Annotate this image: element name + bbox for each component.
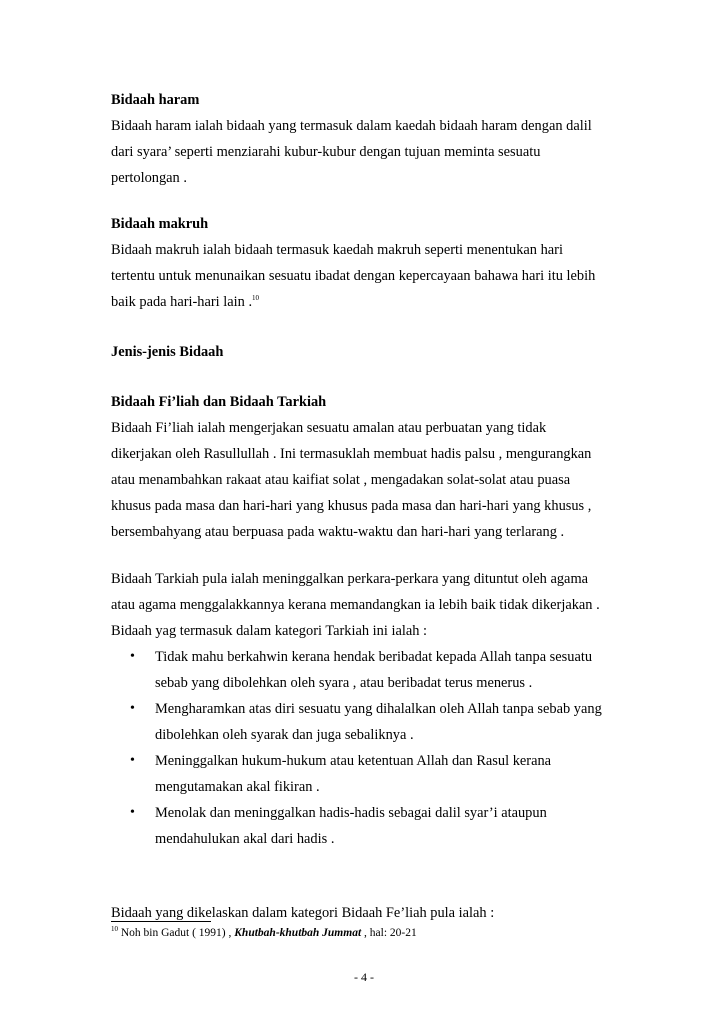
heading-bidaah-makruh: Bidaah makruh xyxy=(111,216,209,232)
heading-bidaah-filiah-tarkiah: Bidaah Fi’liah dan Bidaah Tarkiah xyxy=(111,394,327,410)
footnote-number: 10 xyxy=(111,925,118,934)
footnote-title: Khutbah-khutbah Jummat xyxy=(234,927,362,939)
tarkiah-bullet-list xyxy=(111,644,631,852)
bullet-icon: • xyxy=(130,805,135,820)
paragraph-line: dari syara’ seperti menziarahi kubur-kubur dengan tujuan meminta sesuatu xyxy=(111,144,541,160)
section-bidaah-makruh xyxy=(111,211,631,315)
list-item-line: Meninggalkan hukum-hukum atau ketentuan Allah dan Rasul kerana xyxy=(155,753,552,769)
paragraph-line: atau agama menggalakkannya kerana memandangkan ia lebih baik tidak dikerjakan . xyxy=(111,597,600,613)
footnote-separator xyxy=(111,921,211,922)
section-jenis-jenis xyxy=(111,339,631,365)
paragraph-line: dikerjakan oleh Rasullullah . Ini termasuklah membuat hadis palsu , mengurangkan xyxy=(111,446,592,462)
bullet-icon: • xyxy=(130,649,135,664)
section-bidaah-tarkiah xyxy=(111,566,631,644)
paragraph-line: Bidaah yang dikelaskan dalam kategori Bidaah Fe’liah pula ialah : xyxy=(111,905,495,921)
paragraph-line: Bidaah makruh ialah bidaah termasuk kaedah makruh seperti menentukan hari xyxy=(111,242,563,258)
bullet-icon: • xyxy=(130,753,135,768)
section-bidaah-filiah xyxy=(111,389,631,545)
footnote-pages: , hal: 20-21 xyxy=(361,927,417,939)
bullet-icon: • xyxy=(130,701,135,716)
list-item-line: mendahulukan akal dari hadis . xyxy=(155,831,335,847)
list-item xyxy=(111,800,631,852)
list-item xyxy=(111,644,631,696)
paragraph-line: bersembahyang atau berpuasa pada waktu-waktu dan hari-hari yang terlarang . xyxy=(111,524,565,540)
paragraph-line: atau menambahkan rakaat atau kaifiat solat , mengadakan solat-solat atau puasa xyxy=(111,472,571,488)
paragraph-line: pertolongan . xyxy=(111,170,187,186)
heading-jenis-jenis-bidaah: Jenis-jenis Bidaah xyxy=(111,344,224,360)
paragraph-line: tertentu untuk menunaikan sesuatu ibadat dengan kepercayaan bahawa hari itu lebih xyxy=(111,268,596,284)
footnote-reference: 10 xyxy=(252,294,260,303)
paragraph-line: Bidaah haram ialah bidaah yang termasuk dalam kaedah bidaah haram dengan dalil xyxy=(111,118,592,134)
footnote-author: Noh bin Gadut ( 1991) , xyxy=(118,927,235,939)
paragraph-line: Bidaah yag termasuk dalam kategori Tarkiah ini ialah : xyxy=(111,623,428,639)
list-item xyxy=(111,748,631,800)
list-item-line: Tidak mahu berkahwin kerana hendak beribadat kepada Allah tanpa sesuatu xyxy=(155,649,593,665)
paragraph-line: khusus pada masa dan hari-hari yang khusus pada masa dan hari-hari yang khusus , xyxy=(111,498,592,514)
list-item-line: Mengharamkan atas diri sesuatu yang dihalalkan oleh Allah tanpa sebab yang xyxy=(155,701,602,717)
paragraph-line: Bidaah Tarkiah pula ialah meninggalkan perkara-perkara yang dituntut oleh agama xyxy=(111,571,589,587)
list-item-line: Menolak dan meninggalkan hadis-hadis sebagai dalil syar’i ataupun xyxy=(155,805,547,821)
footnote xyxy=(111,925,417,941)
paragraph-line xyxy=(111,289,631,315)
list-item-line: sebab yang dibolehkan oleh syara , atau beribadat terus menerus . xyxy=(155,675,533,691)
list-item-line: mengutamakan akal fikiran . xyxy=(155,779,320,795)
section-bidaah-haram xyxy=(111,87,631,191)
paragraph-line-text: baik pada hari-hari lain . xyxy=(111,294,253,310)
list-item-line: dibolehkan oleh syarak dan juga sebaliknya . xyxy=(155,727,414,743)
list-item xyxy=(111,696,631,748)
page-number: - 4 - xyxy=(354,970,374,984)
heading-bidaah-haram: Bidaah haram xyxy=(111,92,200,108)
paragraph-line: Bidaah Fi’liah ialah mengerjakan sesuatu amalan atau perbuatan yang tidak xyxy=(111,420,547,436)
section-closing xyxy=(111,900,631,926)
